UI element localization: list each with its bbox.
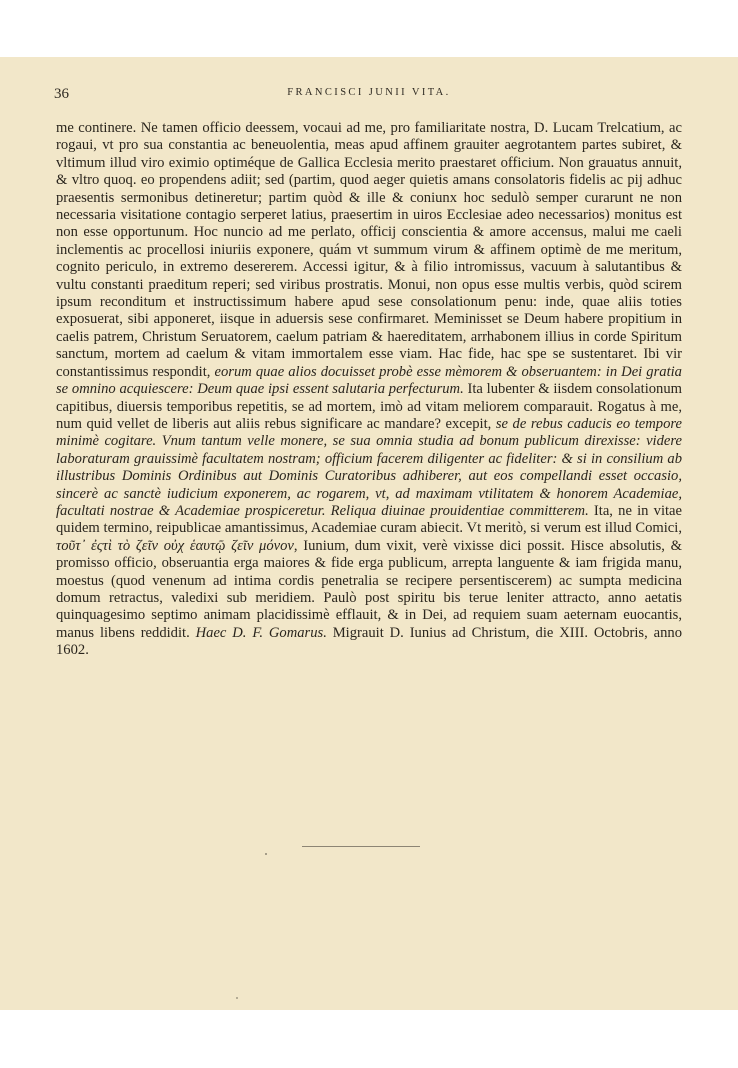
running-head: [54, 86, 684, 106]
italic-quotation: eorum quae alios docuisset probè esse mèmorem & obseruantem: in Dei gratia se omnino acquiescere: Deum quae ipsi essent salutaria perfecturum.: [56, 363, 682, 398]
paper-speck: [265, 853, 267, 855]
italic-quotation: se de rebus caducis eo tempore minimè cogitare. Vnum tantum velle monere, se sua omnia studia ad bonum publicum direxisse: videre laboraturam grauissimè facultatem nostram; officium facerem diligenter ac fideliter: & si in consilium ab illustribus Dominis Ordinibus aut Dominis Curatoribus adhiberer, aut eos compellandi esset occasio, sincerè ac sanctè iudicium exponerem, ac rogarem, vt, ad maximam vtilitatem & honorem Academiae, facultati nostrae & Academiae prospiceretur. Reliqua diuinae prouidentiae committerem.: [56, 415, 682, 519]
text-run: , Iunium, dum vixit, verè vixisse dici possit. Hisce absolutis, & promisso officio, obseruantia erga maiores & fide erga publicum, arrepta languente & iam frigida manu, moestus (quod venenum ad intima cordis penetralia se recipere persentiscerem) ac sumpta medicina domum retractus, valedixi sub meridiem. Paulò post spiritu bis terue leniter attracto, anno aetatis quinquagesimo septimo animam placidissimè efflauit, & in Dei, ad requiem suam aeternam euocantis, manus libens reddidit.: [56, 537, 682, 641]
book-page: [0, 57, 738, 1010]
text-run: Migrauit D. Iunius ad Christum, die XIII. Octobris, anno 1602.: [56, 624, 682, 659]
text-run: Ita lubenter & iisdem consolationum capitibus, diuersis temporibus repetitis, se ad mortem, imò ad vitam meliorem comparauit. Rogatus à me, num quid vellet de liberis aut aliis rebus significare ac mandare? excepit,: [56, 381, 682, 432]
text-run: Ita, ne in vitae quidem termino, reipublicae amantissimus, Academiae curam abiecit. Vt meritò, si verum est illud Comici,: [56, 502, 683, 537]
end-rule: [302, 846, 420, 847]
text-run: me continere. Ne tamen officio deessem, vocaui ad me, pro familiaritate nostra, D. Lucam Trelcatium, ac rogaui, vt pro sua constantia ac beneuolentia, meas apud affinem grauiter aegrotantem partes subiret, & vltimum illud viro eximio optiméque de Gallica Ecclesia merito praestaret officium. Non grauatus annuit, & vltro quoq. eo propendens adiit; sed (partim, quod aeger quietis amans consolatoris fidelis ac pij adhuc praesentis sermonibus detineretur; partim quòd & ille & coniunx hoc sedulò semper curarunt ne non necessaria visitatione contagio serperet latius, praesertim in uiros Ecclesiae adeo necessarios) monitus est non esse opportunum. Hoc nuncio ad me perlato, officij conscientia & amore accensus, malui me caeli inclementis ac procellosi iniuriis exponere, quám vt summum virum & affinem optimè de me meritum, cognito periculo, in extremo desererem. Accessi igitur, & à filio intromissus, vacuum à salutantibus & vultu constanti praeditum reperi; sed viribus prostratis. Monui, non opus esse multis verbis, quòd scirem ipsum reconditum et instructissimum habere apud sese consolationum penu: inde, quae aliis toties exposuerat, sibi apponeret, iisque in aduersis sese confirmaret. Meminisset se Deum habere propitium in caelis patrem, Christum Seruatorem, caelum patriam & haereditatem, arrhabonem illius in corde Spiritum sanctum, mortem ad caelum & vitam immortalem esse viam. Hac fide, hac spe se sustentaret. Ibi vir constantissimus respondit,: [56, 120, 682, 380]
italic-attribution: Haec D. F. Gomarus.: [195, 624, 327, 641]
body-text: [56, 120, 682, 660]
paper-speck: [236, 997, 238, 999]
page-number: 36: [54, 86, 69, 102]
greek-quotation: τοῦτ᾽ ἐςτὶ τὸ ζεῖν οὐχ ἑαυτῷ ζεῖν μόνον: [56, 537, 294, 554]
running-title: FRANCISCI JUNII VITA.: [287, 87, 451, 98]
